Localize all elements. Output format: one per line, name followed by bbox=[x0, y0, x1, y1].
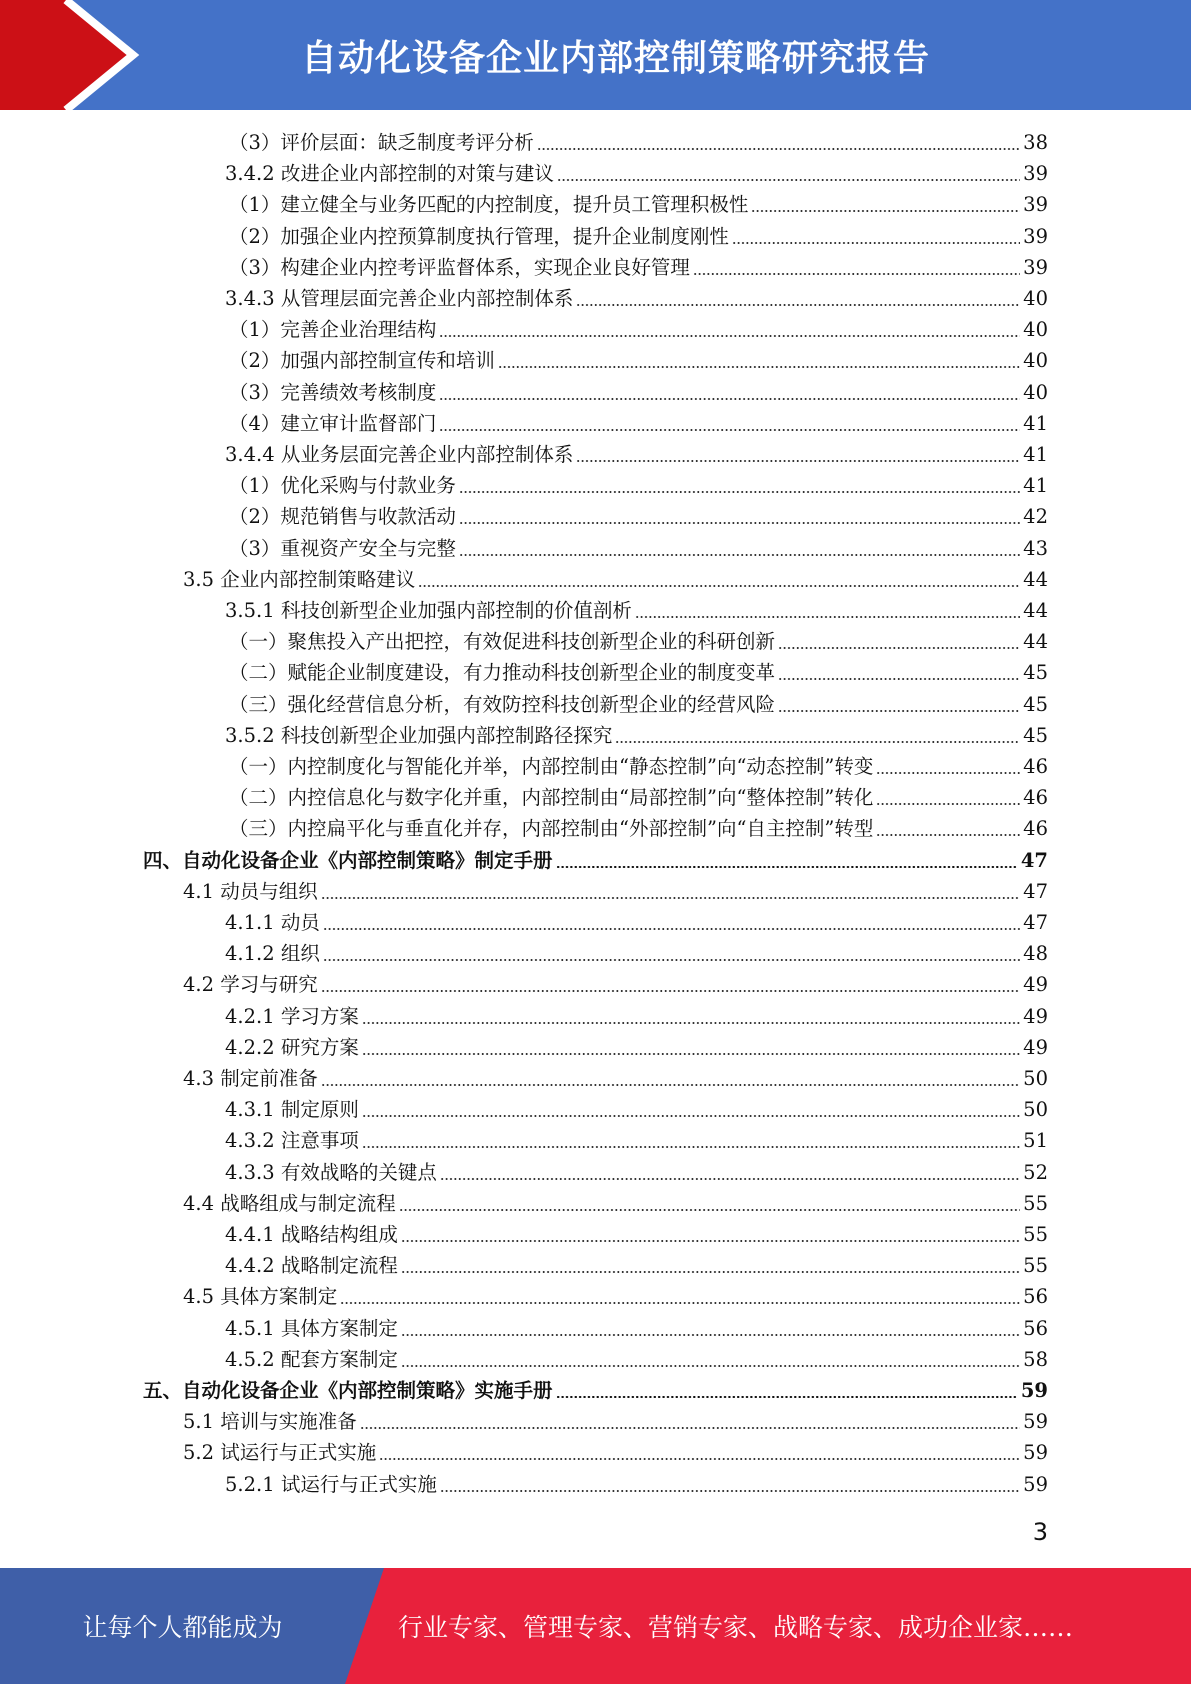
toc-leader-dots bbox=[418, 585, 1020, 587]
toc-entry-title: （2）加强企业内控预算制度执行管理，提升企业制度刚性 bbox=[229, 224, 729, 248]
toc-entry-title: 4.4 战略组成与制定流程 bbox=[183, 1191, 396, 1215]
toc-entry[interactable] bbox=[183, 1406, 1048, 1437]
toc-leader-dots bbox=[778, 678, 1020, 680]
toc-entry-title: （2）规范销售与收款活动 bbox=[229, 505, 456, 529]
toc-leader-dots bbox=[401, 1271, 1020, 1273]
toc-entry-title: 5.2.1 试运行与正式实施 bbox=[225, 1472, 437, 1496]
toc-entry[interactable] bbox=[229, 377, 1048, 408]
toc-chapter-entry[interactable] bbox=[143, 845, 1048, 876]
toc-entry-page: 59 bbox=[1020, 1379, 1048, 1402]
toc-entry-page: 45 bbox=[1023, 692, 1048, 716]
toc-entry[interactable] bbox=[225, 1344, 1048, 1375]
toc-entry-title: （三）强化经营信息分析，有效防控科技创新型企业的经营风险 bbox=[229, 692, 776, 716]
toc-leader-dots bbox=[876, 834, 1020, 836]
toc-leader-dots bbox=[439, 335, 1020, 337]
report-header bbox=[0, 0, 1191, 110]
toc-entry[interactable] bbox=[229, 189, 1048, 220]
toc-entry[interactable] bbox=[229, 533, 1048, 564]
toc-entry-page: 46 bbox=[1023, 817, 1048, 841]
toc-leader-dots bbox=[399, 1209, 1020, 1211]
toc-leader-dots bbox=[459, 491, 1020, 493]
toc-entry-page: 44 bbox=[1023, 567, 1048, 591]
toc-leader-dots bbox=[876, 803, 1020, 805]
toc-entry-title: （1）优化采购与付款业务 bbox=[229, 474, 456, 498]
toc-entry[interactable] bbox=[225, 1469, 1048, 1500]
page-number: 3 bbox=[1032, 1518, 1048, 1546]
toc-entry-page: 51 bbox=[1023, 1129, 1048, 1153]
toc-entry[interactable] bbox=[225, 158, 1048, 189]
toc-leader-dots bbox=[556, 1396, 1018, 1398]
toc-entry-page: 40 bbox=[1023, 318, 1048, 342]
toc-entry[interactable] bbox=[229, 314, 1048, 345]
toc-entry[interactable] bbox=[183, 1281, 1048, 1312]
toc-leader-dots bbox=[556, 866, 1018, 868]
toc-entry[interactable] bbox=[225, 907, 1048, 938]
chevron-arrow-icon bbox=[0, 0, 160, 110]
toc-leader-dots bbox=[401, 1365, 1020, 1367]
toc-leader-dots bbox=[321, 1084, 1020, 1086]
toc-leader-dots bbox=[362, 1146, 1020, 1148]
toc-entry-page: 41 bbox=[1023, 411, 1048, 435]
toc-entry-page: 41 bbox=[1023, 474, 1048, 498]
toc-entry-page: 49 bbox=[1023, 1035, 1048, 1059]
toc-entry[interactable] bbox=[225, 439, 1048, 470]
toc-entry-page: 40 bbox=[1023, 380, 1048, 404]
toc-entry[interactable] bbox=[229, 813, 1048, 844]
toc-leader-dots bbox=[498, 366, 1020, 368]
toc-entry[interactable] bbox=[225, 1125, 1048, 1156]
toc-leader-dots bbox=[459, 554, 1020, 556]
toc-entry[interactable] bbox=[225, 1001, 1048, 1032]
toc-entry-title: （二）赋能企业制度建设，有力推动科技创新型企业的制度变革 bbox=[229, 661, 776, 685]
toc-entry-page: 45 bbox=[1023, 723, 1048, 747]
toc-entry-page: 49 bbox=[1023, 1004, 1048, 1028]
toc-entry-title: 4.5 具体方案制定 bbox=[183, 1285, 338, 1309]
toc-entry-page: 39 bbox=[1023, 193, 1048, 217]
toc-entry-page: 46 bbox=[1023, 786, 1048, 810]
toc-entry-title: 4.4.1 战略结构组成 bbox=[225, 1223, 398, 1246]
toc-entry-page: 47 bbox=[1023, 911, 1048, 934]
toc-entry-title: 五、自动化设备企业《内部控制策略》实施手册 bbox=[143, 1379, 553, 1402]
toc-entry-title: 4.5.2 配套方案制定 bbox=[225, 1347, 398, 1371]
toc-entry-page: 46 bbox=[1023, 755, 1048, 778]
toc-entry-title: （1）完善企业治理结构 bbox=[229, 318, 437, 342]
toc-entry-page: 56 bbox=[1023, 1285, 1048, 1309]
toc-entry[interactable] bbox=[229, 408, 1048, 439]
toc-leader-dots bbox=[401, 1334, 1020, 1336]
toc-leader-dots bbox=[778, 710, 1020, 712]
toc-entry-title: 4.2.2 研究方案 bbox=[225, 1035, 359, 1059]
toc-entry-title: 4.1.1 动员 bbox=[225, 911, 320, 934]
toc-entry-title: 4.3.1 制定原则 bbox=[225, 1098, 359, 1122]
toc-entry-page: 44 bbox=[1023, 630, 1048, 654]
toc-leader-dots bbox=[360, 1427, 1020, 1429]
toc-entry-title: 4.2 学习与研究 bbox=[183, 973, 318, 997]
toc-entry[interactable] bbox=[225, 1157, 1048, 1188]
toc-entry-page: 55 bbox=[1023, 1254, 1048, 1278]
toc-entry-title: 5.2 试运行与正式实施 bbox=[183, 1441, 377, 1465]
toc-leader-dots bbox=[876, 772, 1020, 774]
toc-entry-title: （2）加强内部控制宣传和培训 bbox=[229, 349, 495, 373]
toc-entry-title: 4.3.3 有效战略的关键点 bbox=[225, 1160, 437, 1184]
toc-entry-title: 4.5.1 具体方案制定 bbox=[225, 1316, 398, 1340]
toc-entry[interactable] bbox=[229, 689, 1048, 720]
toc-leader-dots bbox=[440, 1490, 1020, 1492]
toc-entry-title: （一）内控制度化与智能化并举，内部控制由“静态控制”向“动态控制”转变 bbox=[229, 755, 874, 778]
toc-entry-page: 55 bbox=[1023, 1191, 1048, 1215]
toc-leader-dots bbox=[362, 1053, 1020, 1055]
toc-entry[interactable] bbox=[225, 283, 1048, 314]
toc-entry[interactable] bbox=[183, 1437, 1048, 1468]
toc-entry-page: 50 bbox=[1023, 1067, 1048, 1090]
toc-entry-title: （3）完善绩效考核制度 bbox=[229, 380, 437, 404]
toc-entry-title: 4.2.1 学习方案 bbox=[225, 1004, 359, 1028]
toc-leader-dots bbox=[751, 210, 1020, 212]
toc-entry-page: 59 bbox=[1023, 1472, 1048, 1496]
toc-leader-dots bbox=[440, 1178, 1020, 1180]
toc-entry-title: 4.3.2 注意事项 bbox=[225, 1129, 359, 1153]
toc-entry[interactable] bbox=[183, 1063, 1048, 1094]
report-title: 自动化设备企业内部控制策略研究报告 bbox=[300, 37, 930, 79]
toc-entry-title: 4.3 制定前准备 bbox=[183, 1067, 318, 1090]
toc-entry-page: 40 bbox=[1023, 349, 1048, 373]
toc-entry-title: 3.4.2 改进企业内部控制的对策与建议 bbox=[225, 162, 554, 186]
toc-entry-title: （4）建立审计监督部门 bbox=[229, 411, 437, 435]
toc-entry-page: 49 bbox=[1023, 973, 1048, 997]
toc-entry-title: （三）内控扁平化与垂直化并存，内部控制由“外部控制”向“自主控制”转型 bbox=[229, 817, 874, 841]
toc-entry[interactable] bbox=[225, 720, 1048, 751]
toc-entry-page: 52 bbox=[1023, 1160, 1048, 1184]
toc-entry[interactable] bbox=[225, 1094, 1048, 1125]
toc-entry-title: 3.4.4 从业务层面完善企业内部控制体系 bbox=[225, 443, 574, 466]
toc-entry[interactable] bbox=[225, 1250, 1048, 1281]
toc-leader-dots bbox=[362, 1022, 1020, 1024]
toc-leader-dots bbox=[557, 179, 1020, 181]
toc-leader-dots bbox=[439, 398, 1020, 400]
toc-entry[interactable] bbox=[225, 1032, 1048, 1063]
toc-entry-title: （3）构建企业内控考评监督体系，实现企业良好管理 bbox=[229, 255, 690, 279]
toc-entry[interactable] bbox=[229, 501, 1048, 532]
toc-leader-dots bbox=[323, 959, 1020, 961]
toc-entry-page: 42 bbox=[1023, 505, 1048, 529]
toc-entry-page: 38 bbox=[1023, 131, 1048, 154]
footer-slogan: 让每个人都能成为 bbox=[82, 1613, 283, 1642]
toc-entry-title: 5.1 培训与实施准备 bbox=[183, 1410, 357, 1434]
toc-entry[interactable] bbox=[229, 626, 1048, 657]
toc-entry-page: 41 bbox=[1023, 443, 1048, 466]
footer-roles: 行业专家、管理专家、营销专家、战略专家、成功企业家…… bbox=[398, 1613, 1074, 1642]
toc-leader-dots bbox=[576, 304, 1020, 306]
footer-banner bbox=[0, 1568, 1191, 1684]
toc-leader-dots bbox=[459, 522, 1020, 524]
toc-entry-page: 58 bbox=[1023, 1347, 1048, 1371]
toc-entry-page: 59 bbox=[1023, 1410, 1048, 1434]
toc-entry[interactable] bbox=[229, 221, 1048, 252]
toc-entry-title: （二）内控信息化与数字化并重，内部控制由“局部控制”向“整体控制”转化 bbox=[229, 786, 874, 810]
toc-entry-page: 55 bbox=[1023, 1223, 1048, 1246]
toc-entry-title: 3.5.1 科技创新型企业加强内部控制的价值剖析 bbox=[225, 599, 632, 622]
toc-leader-dots bbox=[323, 928, 1020, 930]
toc-entry-title: 四、自动化设备企业《内部控制策略》制定手册 bbox=[143, 848, 553, 872]
toc-entry[interactable] bbox=[225, 1219, 1048, 1250]
toc-entry[interactable] bbox=[229, 657, 1048, 688]
toc-entry[interactable] bbox=[183, 876, 1048, 907]
toc-entry[interactable] bbox=[229, 127, 1048, 158]
toc-leader-dots bbox=[401, 1240, 1020, 1242]
toc-entry-page: 39 bbox=[1023, 224, 1048, 248]
toc-entry-page: 47 bbox=[1020, 848, 1048, 872]
toc-entry-page: 59 bbox=[1023, 1441, 1048, 1465]
toc-leader-dots bbox=[362, 1115, 1020, 1117]
toc-leader-dots bbox=[635, 616, 1020, 618]
toc-entry[interactable] bbox=[183, 564, 1048, 595]
toc-entry-title: 3.4.3 从管理层面完善企业内部控制体系 bbox=[225, 287, 574, 310]
toc-entry[interactable] bbox=[225, 938, 1048, 969]
toc-entry-page: 48 bbox=[1023, 942, 1048, 966]
toc-entry-page: 43 bbox=[1023, 536, 1048, 560]
toc-entry[interactable] bbox=[229, 782, 1048, 813]
toc-entry[interactable] bbox=[225, 1313, 1048, 1344]
toc-leader-dots bbox=[615, 741, 1020, 743]
toc-entry-title: （3）重视资产安全与完整 bbox=[229, 536, 456, 560]
toc-entry[interactable] bbox=[229, 751, 1048, 782]
toc-entry-title: （1）建立健全与业务匹配的内控制度，提升员工管理积极性 bbox=[229, 193, 749, 217]
toc-entry-title: 4.1 动员与组织 bbox=[183, 879, 318, 903]
toc-leader-dots bbox=[732, 242, 1020, 244]
toc-entry-page: 39 bbox=[1023, 162, 1048, 186]
toc-leader-dots bbox=[576, 460, 1020, 462]
toc-entry-page: 45 bbox=[1023, 661, 1048, 685]
toc-entry[interactable] bbox=[229, 470, 1048, 501]
toc-entry[interactable] bbox=[183, 969, 1048, 1000]
toc-entry-title: （一）聚焦投入产出把控，有效促进科技创新型企业的科研创新 bbox=[229, 630, 776, 654]
toc-leader-dots bbox=[439, 429, 1020, 431]
toc-leader-dots bbox=[778, 647, 1020, 649]
toc-entry-title: 4.1.2 组织 bbox=[225, 942, 320, 966]
toc-chapter-entry[interactable] bbox=[143, 1375, 1048, 1406]
toc-entry[interactable] bbox=[225, 595, 1048, 626]
toc-entry-title: （3）评价层面：缺乏制度考评分析 bbox=[229, 131, 534, 154]
toc-entry[interactable] bbox=[183, 1188, 1048, 1219]
toc-leader-dots bbox=[321, 897, 1020, 899]
toc-entry-page: 44 bbox=[1023, 599, 1048, 622]
toc-entry-title: 3.5.2 科技创新型企业加强内部控制路径探究 bbox=[225, 723, 613, 747]
toc-entry-page: 50 bbox=[1023, 1098, 1048, 1122]
toc-entry-title: 4.4.2 战略制定流程 bbox=[225, 1254, 398, 1278]
toc-leader-dots bbox=[537, 148, 1020, 150]
toc-leader-dots bbox=[379, 1458, 1020, 1460]
toc-entry-title: 3.5 企业内部控制策略建议 bbox=[183, 567, 416, 591]
toc-entry[interactable] bbox=[229, 252, 1048, 283]
toc-entry[interactable] bbox=[229, 345, 1048, 376]
toc-leader-dots bbox=[340, 1302, 1020, 1304]
toc-leader-dots bbox=[693, 273, 1020, 275]
toc-leader-dots bbox=[321, 990, 1020, 992]
toc-entry-page: 56 bbox=[1023, 1316, 1048, 1340]
toc-entry-page: 40 bbox=[1023, 287, 1048, 310]
toc-entry-page: 39 bbox=[1023, 255, 1048, 279]
toc-entry-page: 47 bbox=[1023, 879, 1048, 903]
